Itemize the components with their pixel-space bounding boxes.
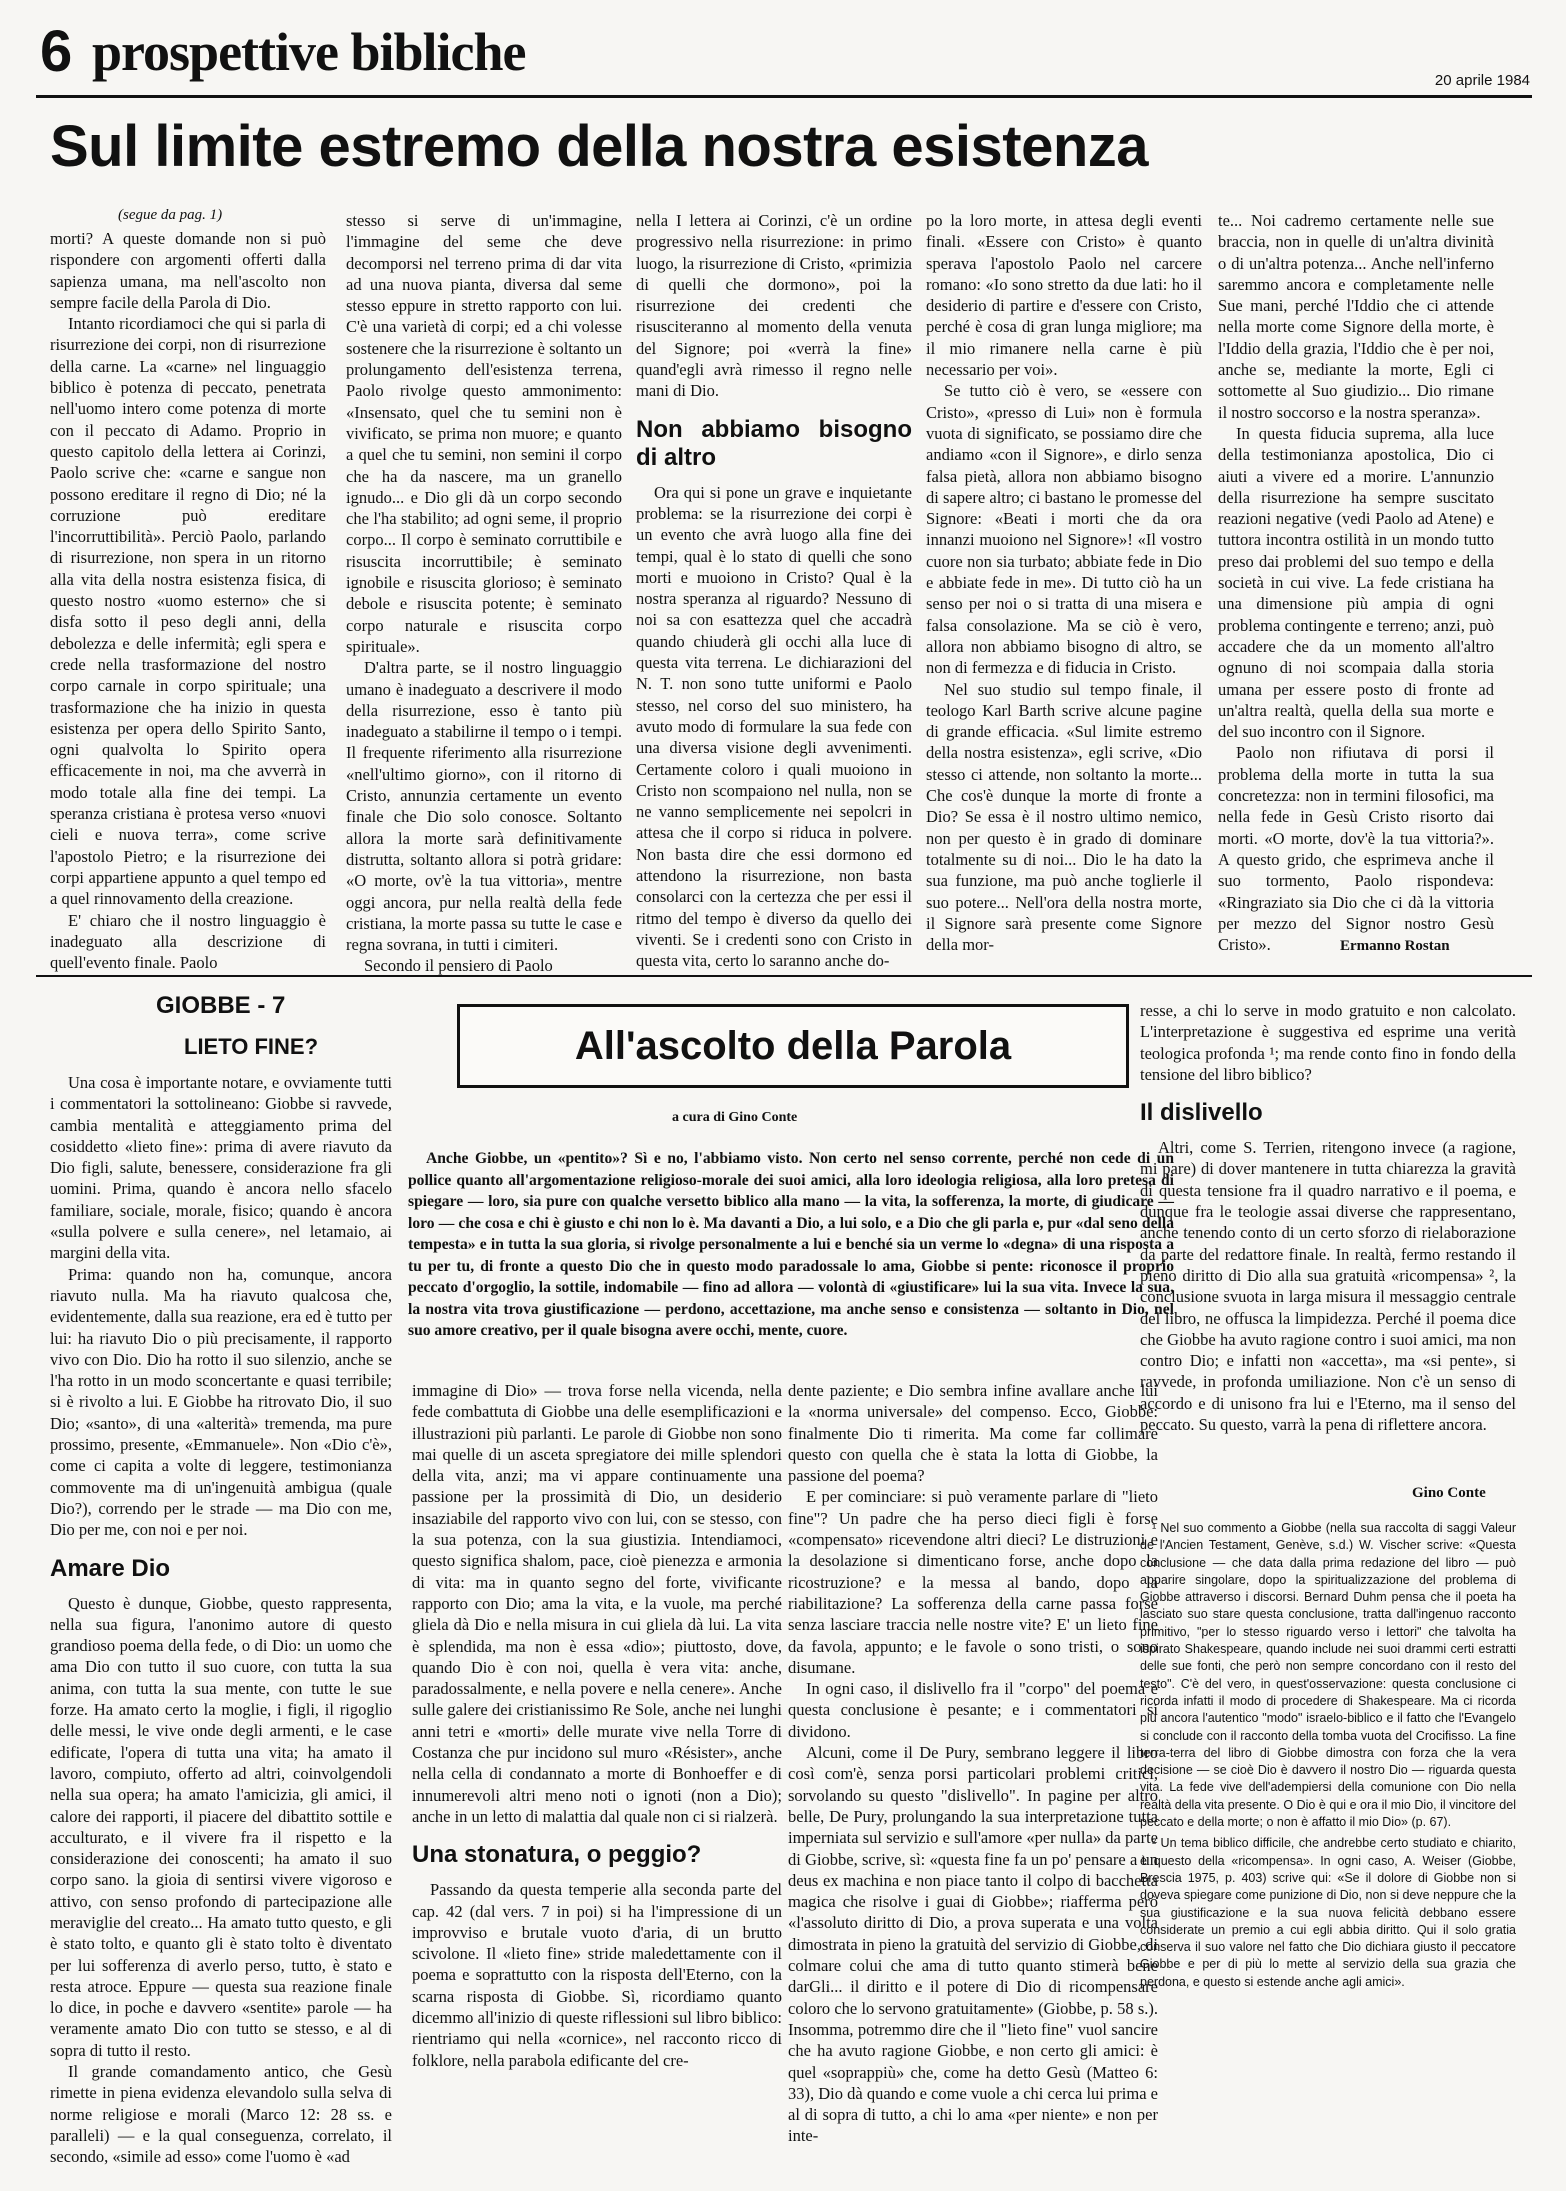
paragraph: Intanto ricordiamoci che qui si parla di risurrezione dei corpi, non di risurrezione della carne. La «carne» nel linguaggio biblico è potenza di peccato, penetrata nell'uomo intero come potenza di morte con il peccato di Adamo. Proprio in questo capitolo della lettera ai Corinzi, Paolo scrive che: «carne e sangue non possono ereditare il regno di Dio; né la corruzione può ereditare l'incorruttibilità». Perciò Paolo, parlando di risurrezione, non spera in un ritorno alla vita della nostra esistenza fisica, di questo nostro «uomo esterno» che si disfa sotto il peso degli anni, della debolezza e delle infermità; egli spera e crede nella trasformazione del nostro corpo carnale in corpo spirituale; una trasformazione che ha inizio in questa esistenza per opera dello Spirito Santo, ogni qualvolta lo Spirito opera efficacemente in noi, ma che avverrà in modo totale alla fine dei tempi. La speranza cristiana è protesa verso «nuovi cieli e nuova terra», come scrive l'apostolo Pietro; e la risurrezione dei corpi appartiene appunto a quel tempo ed a quel rinnovamento della creazione.: [50, 314, 326, 909]
subheading: Il dislivello: [1140, 1099, 1263, 1127]
paragraph: In questa fiducia suprema, alla luce della testimonianza apostolica, Dio ci aiuti a vivere ed a morire. L'annunzio della risurrezione ha sempre suscitato reazioni negative (vedi Paolo ad Atene) e tuttora incontra ostilità in un mondo tutto preso dai problemi del suo tempo e della società in cui vive. La fede cristiana ha una dimensione più ampia di ogni problema contingente e terreno; anzi, può accadere che da un momento all'altro ognuno di noi scompaia dalla storia umana per essere posto di fronte ad un'altra realtà, quella della sua morte e del suo incontro con il Signore.: [1218, 423, 1494, 742]
paragraph: Secondo il pensiero di Paolo: [364, 956, 553, 976]
top-column-3: [636, 210, 912, 971]
paragraph: In ogni caso, il dislivello fra il "corpo" del poema e questa conclusione è pesante; e i commentatori si dividono.: [788, 1679, 1158, 1741]
paragraph: immagine di Dio» — trova forse nella vicenda, nella fede combattuta di Giobbe una delle esemplificazioni e illustrazioni più parlanti. Le parole di Giobbe non sono mai quelle di un asceta spregiatore dei mille splendori della vita, anzi; ma vi appare continuamente una passione per la prossimità di Dio, un desiderio insaziabile del rapporto vivo con lui, con se stesso, con la sua potenza, con la sua giustizia. Intendiamoci, questo significa shalom, pace, cioè pienezza e armonia di vita: ma in quanto segno del forte, vivificante rapporto con Dio; ama la vita, e la vuole, ma perché gliela dà Dio e nella misura in cui gliela dà lui. La vita è splendida, ma non è essa «dio»; piuttosto, dove, quando Dio è con noi, quella è vera vita: anche, paradossalmente, e nella povere e nella cenere». Anche sulle galere dei cristianissimo Re Sole, anche nei lunghi anni tetri e «morti» delle murate vive nella Torre di Costanza che pur incidono sul muro «Résister», anche nella cella di condannato a morte di Bonhoeffer e di innumerevoli altri meno noti o ignoti (non a Dio); anche in un letto di malattia dal quale non ci si rialzerà.: [412, 1381, 782, 1826]
bottom-column-1: [50, 1072, 392, 2182]
issue-date: 20 aprile 1984: [1434, 72, 1530, 89]
paragraph: Una cosa è importante notare, e ovviamente tutti i commentatori la sottolineano: Giobbe si ravvede, cambia mentalità e atteggiamento prima del cosiddetto «lieto fine»: prima di avere riavuto da Dio figli, salute, benessere, considerazione fra gli uomini. Prima, quando è ancora nello sfacelo familiare, sociale, morale, fisico; quando è ancora «sulla polvere e sulla cenere», nel letamaio, ai margini della vita.: [50, 1073, 392, 1263]
paragraph: Paolo non rifiutava di porsi il problema della morte in tutta la sua concretezza: non in termini filosofici, ma nella fede in Gesù Cristo risorto dai morti. «O morte, dov'è la tua vittoria?». A questo grido, che esprimeva anche il suo tormento, Paolo rispondeva: «Ringraziato sia Dio che ci dà la vittoria per mezzo del Signor nostro Gesù Cristo».: [1218, 743, 1494, 955]
paragraph: Nel suo studio sul tempo finale, il teologo Karl Barth scrive alcune pagine di grande efficacia. «Sul limite estremo della nostra esistenza», egli scrive, «Dio stesso ci attende, non soltanto la morte... Che cos'è dunque la morte di fronte a Dio? Se essa è il nostro ultimo nemico, non per questo è in grado di dominare totalmente su di noi... Dio le ha dato la sua funzione, ma può anche toglierle il suo potere... Nell'ora della nostra morte, il Signore sarà presente come Signore della mor-: [926, 679, 1202, 955]
continued-note: (segue da pag. 1): [118, 207, 223, 223]
page-number: 6: [40, 19, 73, 84]
paragraph: resse, a chi lo serve in modo gratuito e non calcolato. L'interpretazione è suggestiva ed esprime una verità teologica profonda ¹; ma rende conto fino in fondo della tensione del libro biblico?: [1140, 1001, 1516, 1084]
paragraph: nella I lettera ai Corinzi, c'è un ordine progressivo nella risurrezione: in primo luogo, la risurrezione di Cristo, «primizia di quelli che dormono», poi la risurrezione dei credenti che risusciteranno al momento della venuta del Signore; poi «verrà la fine» quand'egli avrà rimesso il regno nelle mani di Dio.: [636, 211, 912, 401]
top-column-2: [346, 210, 622, 976]
footnote: ² Un tema biblico difficile, che andrebbe certo studiato e chiarito, è questo della «ricompensa». In ogni caso, A. Weiser (Giobbe, Brescia 1975, p. 403) scrive qui: «Se il dolore di Giobbe non si doveva spiegare come punizione di Dio, non si deve neppure che la sua giustificazione e la sua nuova felicità debbano essere considerate un premio a cui egli abbia diritto. Qui il solo gratia conserva il suo valore nel fatto che Dio dichiara giusto il peccatore Giobbe e per di più lo mette al servizio della sua grazia che perdona, e questo si estende anche agli amici».: [1140, 1836, 1516, 1989]
paragraph: morti? A queste domande non si può rispondere con argomenti offerti dalla sapienza umana, ma nell'ascolto non sempre facile della Parola di Dio.: [50, 229, 326, 312]
feature-box-title: All'ascolto della Parola: [574, 1023, 1012, 1068]
paragraph: Alcuni, come il De Pury, sembrano leggere il libro così com'è, senza porsi particolari problemi critici, sorvolando su questo "dislivello". In pagine per altro belle, De Pury, prolungando la sua interpretazione tutta imperniata sul servizio e sull'amore «per nulla» da parte di Giobbe, scrive, sì: «questa fine fa un po' pensare a un deus ex machina e non piace tanto il colpo di bacchetta magica che risolve i guai di Giobbe»; riafferma però «l'assoluto diritto di Dio, a prova superata e una volta dimostrata in pieno la gratuità del servizio di Giobbe, di colmare colui che ama di tutto quanto stimerà bene darGli... il diritto e il potere di Dio di ricompensare coloro che lo servono gratuitamente» (Giobbe, p. 58 s.). Insomma, potremmo dire che il "lieto fine" vuol sancire che ha avuto ragione Giobbe, e non certo gli amici: è quel «soprappiù» che, come ha detto Gesù (Matteo 6: 33), Dio dà quando e come vuole a chi cerca lui prima e al di sopra di tutto, a chi lo ama «per niente» e non per inte-: [788, 1743, 1158, 2146]
paragraph: te... Noi cadremo certamente nelle sue braccia, non in quelle di un'altra divinità o di un'altra potenza... Anche nell'inferno saremmo ancora e completamente nelle Sue mani, perché l'Iddio che ci attende nella morte come Signore della morte, è l'Iddio della grazia, l'Iddio che è per noi, anche se, mediante la morte, Egli ci sottomette al Suo giudizio... Dio rimane il nostro soccorso e la nostra speranza».: [1218, 211, 1494, 422]
paragraph: stesso si serve di un'immagine, l'immagine del seme che deve decomporsi nel terreno prima di dar vita ad una nuova pianta, diversa dal seme stesso eppure in stretto rapporto con lui. C'è una varietà di corpi; ed a chi volesse sostenere che la risurrezione è soltanto un prolungamento dell'esistenza terrena, Paolo rivolge questo ammonimento: «Insensato, quel che tu semini non è vivificato, se prima non muore; e quanto a quel che tu semini, non semini il corpo che ha da nascere, ma un granello ignudo... e Dio gli dà un corpo secondo che l'ha stabilito; ad ogni seme, il proprio corpo... Il corpo è seminato corruttibile e risuscita incorruttibile; è seminato ignobile e risuscita glorioso; è seminato debole e risuscita potente; è seminato corpo naturale e risuscita corpo spirituale».: [346, 211, 622, 656]
paragraph: Il grande comandamento antico, che Gesù rimette in piena evidenza elevandolo sulla selva di norme religiose e morali (Marco 12: 28 ss. e paralleli) — e la qual conseguenza, correlato, il secondo, «simile ad esso» come l'uomo è «ad: [50, 2062, 392, 2167]
byline: a cura di Gino Conte: [672, 1110, 798, 1125]
top-column-5: [1218, 210, 1494, 955]
header-rule: [36, 95, 1532, 98]
section-rule: [36, 975, 1532, 977]
footnotes: [1140, 1520, 1516, 2180]
article-title: Sul limite estremo della nostra esistenza: [50, 114, 1149, 179]
paragraph: po la loro morte, in attesa degli eventi finali. «Essere con Cristo» è quanto sperava l'apostolo Paolo nel carcere romano: «Io sono stretto da due lati: ho il desiderio di partire e d'essere con Cristo, perché è cosa di gran lunga migliore; ma il mio rimanere nella carne è più necessario per voi».: [926, 211, 1202, 380]
section-title: prospettive bibliche: [92, 22, 526, 82]
paragraph: Prima: quando non ha, comunque, ancora riavuto nulla. Ma ha riavuto qualcosa che, evidentemente, dalla sua reazione, era ed è tutto per lui: ha riavuto Dio o più precisamente, il rapporto vivo con Dio. Dio ha rotto il suo silenzio, anche se l'ha rotto in un modo sconcertante e quasi terribile; si è rivolto a lui. E Giobbe ha ritrovato Dio, il suo Dio; «santo», di una «alterità» tremenda, ma pure prossimo, presente, «Emmanuele». Non «Dio c'è», come ci capita a volte di leggere, testimonianza commovente ma di un'ingenuità ambigua (quale Dio?), correndo per le strade — ma Dio con me, Dio per me, con noi e per noi.: [50, 1264, 392, 1540]
paragraph: E per cominciare: si può veramente parlare di "lieto fine"? Un padre che ha perso dieci figli è forse «compensato» ricevendone altri dieci? Le distruzioni e la desolazione si dimenticano forse, anche dopo la ricostruzione? e la messa al bando, dopo la riabilitazione? La sofferenza della carne passa forse senza lasciare traccia nelle nostre vite? E' un lieto fine da favola, appunto; e le favole o sono tristi, o sono disumane.: [788, 1487, 1158, 1677]
paragraph: Altri, come S. Terrien, ritengono invece (a ragione, mi pare) di dover mantenere in tutta chiarezza la gravità di questa tensione fra il quadro narrativo e il poema, e dunque fra le teologie assai diverse che rappresentano, anche tenendo conto di un certo sforzo di rielaborazione da parte del redattore finale. In realtà, fermo restando il pieno diritto di Dio alla sua gratuità «ricompensa» ², la conclusione svuota in larga misura il messaggio centrale del libro, ne offusca la limpidezza. Perché il poema dice che Giobbe ha avuto ragione contro i suoi amici, ma non contro Dio; e infatti non «accetta», ma «si pente», si ravvede, in profonda umiliazione. Non c'è un senso di accordo e di unisono fra lui e l'Eterno, ma il senso del peccato. Su questo, varrà la pena di riflettere ancora.: [1140, 1138, 1516, 1435]
feature-box: [457, 1004, 1129, 1088]
paragraph: Questo è dunque, Giobbe, questo rappresenta, nella sua figura, l'anonimo autore di questo grandioso poema della fede, o di Dio: un uomo che ama Dio con tutto il suo cuore, con tutta la sua anima, con tutta la sua mente, con tutte le sue forze. Ha amato certo la moglie, i figli, il rigoglio delle messi, le vive onde degli armenti, e le case edificate, l'opera di tutta una vita; ha amato il lavoro, compiuto, offerto ad altri, coinvolgendoli nella sua opera; ha amato l'amicizia, gli amici, il calore dei rapporti, il piacere del dibattito sottile e acculturato, e il vivere fra il rispetto e la considerazione dei conoscenti; ha amato il suo corpo sano. la gioia di sentirsi vivere vigoroso e attivo, con senso profondo di partecipazione alle meraviglie del creato... Ha amato tutto questo, e gli è stato tolto, e quanto gli è stato tolto è diventato per lui sofferenza di averlo perso, tutto, è stato e resta atroce. Eppure — questa sua reazione finale lo dice, in poche e davvero «sentite» parole — ha veramente amato Dio con tutto se stesso, e al di sopra di tutto il resto.: [50, 1593, 392, 2060]
author-signature: Ermanno Rostan: [1340, 938, 1450, 954]
paragraph: Ora qui si pone un grave e inquietante problema: se la risurrezione dei corpi è un evento che avrà luogo alla fine dei tempi, qual è lo stato di quelli che sono morti e muoiono in Cristo? Qual è la nostra speranza al riguardo? Nessuno di noi sa con esattezza quel che accadrà quando chiuderà gli occhi alla luce di questa vita terrena. Le dichiarazioni del N. T. non sono tutte uniformi e Paolo stesso, nel corso del suo ministero, ha avuto modo di formulare la sua fede con una diversa visione degli avvenimenti. Certamente coloro i quali muoiono in Cristo non scompaiono nel nulla, non se ne vanno semplicemente nei sepolcri in attesa che il corpo si riduca in polvere. Non basta dire che essi dormono ed attendono la risurrezione, non basta consolarci con la certezza che per essi il ritmo del tempo è diverso da quello dei viventi. Se i credenti sono con Cristo in questa vita, certo lo saranno anche do-: [636, 482, 912, 971]
paragraph: D'altra parte, se il nostro linguaggio umano è inadeguato a descrivere il modo della risurrezione, esso è tanto più inadeguato a stabilirne il tempo o i tempi. Il frequente riferimento alla risurrezione «nell'ultimo giorno», con il ritorno di Cristo, annunzia certamente un evento finale che Dio solo conosce. Soltanto allora la morte sarà definitivamente distrutta, soltanto allora si potrà gridare: «O morte, ov'è la tua vittoria», mentre oggi ancora, pur nella realtà della fede cristiana, la morte passa su tutte le case e regna sovrana, in tutti i cimiteri.: [346, 658, 622, 955]
paragraph: dente paziente; e Dio sembra infine avallare anche lui la «norma universale» del compenso. Ecco, Giobbe: finalmente Dio ti rimerita. Ma come far collimare questo con quella che è stata la lotta di Giobbe, la passione del poema?: [788, 1381, 1158, 1486]
subheading: Non abbiamo bisogno di altro: [636, 415, 912, 471]
paragraph: E' chiaro che il nostro linguaggio è inadeguato alla descrizione di quell'evento finale. Paolo: [50, 910, 326, 973]
bottom-column-3: [788, 1380, 1158, 2180]
paragraph: Se tutto ciò è vero, se «essere con Cristo», «presso di Lui» non è formula vuota di significato, se possiamo dire che andiamo «con il Signore», e dirlo senza falsa pietà, allora non abbiamo bisogno di sapere altro; ci bastano le promesse del Signore: «Beati i morti che da ora innanzi muoiono nel Signore»! «Il vostro cuore non sia turbato; abbiate fede in Dio e abbiate fede in me». Di tutto ciò ha un senso per noi o si tratta di una misera e falsa consolazione. Ma se ciò è vero, allora non abbiamo bisogno di altro, se non di fermezza e di fiducia in Cristo.: [926, 381, 1202, 678]
series-title: GIOBBE - 7: [156, 992, 286, 1019]
bottom-column-2: [412, 1380, 782, 2180]
bottom-column-4: [1140, 1000, 1516, 1480]
top-column-1: [50, 228, 326, 973]
footnote: ¹ Nel suo commento a Giobbe (nella sua raccolta di saggi Valeur de l'Ancien Testament, Genève, s.d.) W. Vischer scrive: «Questa conclusione — che data dalla prima redazione del libro — può apparire singolare, dopo la spiritualizzazione del problema di Giobbe attraverso i discorsi. Bernard Duhm pensa che il poeta ha lasciato suo stare questa conclusione, tratta dall'ingenuo racconto primitivo, "per lo stesso riguardo verso i lettori" che talvolta ha ispirato Shakespeare, quando include nei suoi drammi certi estratti delle sue fonti, che però non sempre concordano con il resto del testo". C'è del vero, in quest'osservazione: questa conclusione ci ricorda infatti il modo di procedere di Shakespeare. Ma ci ricorda più ancora l'autentico "modo" israelo-biblico e il fatto che l'Evangelo si conclude con il racconto della tomba vuota del Crocifisso. La fine terra-terra del libro di Giobbe dimostra con forza che la vera decisione — se cioè Dio è davvero il nostro Dio — riguarda questa vita. La fede vive dell'adempiersi della comunione con Dio nella realtà della vita presente. O Dio è qui e ora il mio Dio, il vincitore del peccato e della morte; o non è affatto il mio Dio» (p. 67).: [1140, 1521, 1516, 1830]
top-column-4: [926, 210, 1202, 955]
author-signature: Gino Conte: [1412, 1485, 1486, 1501]
subheading: Amare Dio: [50, 1554, 171, 1582]
subheading: Una stonatura, o peggio?: [412, 1841, 702, 1869]
intro-paragraph: Anche Giobbe, un «pentito»? Sì e no, l'abbiamo visto. Non certo nel senso corrente, perché non cede di un pollice quanto all'argomentazione religioso-morale dei suoi amici, alla loro ideologia religiosa, alla loro pretesa di spiegare — loro, sia pure con qualche versetto biblico alla mano — la vita, la sofferenza, la morte, di giudicare — loro — che cosa e chi è giusto e chi non lo è. Ma davanti a Dio, a lui solo, e a Dio che gli parla e, pur «dal seno della tempesta» e in tutta la sua gloria, si rivolge personalmente a lui e benché sia un verme lo «degna» di una risposta a tu per tu, di fronte a questo Dio che in questo modo paradossale lo ama, Giobbe si pente: riconosce il proprio peccato d'orgoglio, la sottile, indomabile — fino ad allora — volontà di «giustificare» lui la sua vita. Invece la sua, la nostra vita trova giustificazione — perdono, accettazione, ma anche senso e consistenza — soltanto in Dio, nel suo amore creativo, per il quale bisogna avere occhi, mente, cuore.: [408, 1150, 1174, 1339]
series-subtitle: LIETO FINE?: [184, 1034, 319, 1059]
paragraph: Passando da questa temperie alla seconda parte del cap. 42 (dal vers. 7 in poi) si ha l'impressione di un improvviso e brutale vuoto d'aria, di un brutto scivolone. Il «lieto fine» stride maledettamente con il poema e soprattutto con la risposta dell'Eterno, con la scarna risposta di Giobbe. Sì, ricordiamo quanto dicemmo all'inizio di queste riflessioni sul libro biblico: rientriamo qui nella «cornice», nel racconto ricco di folklore, nella parabola edificante del cre-: [412, 1880, 782, 2070]
